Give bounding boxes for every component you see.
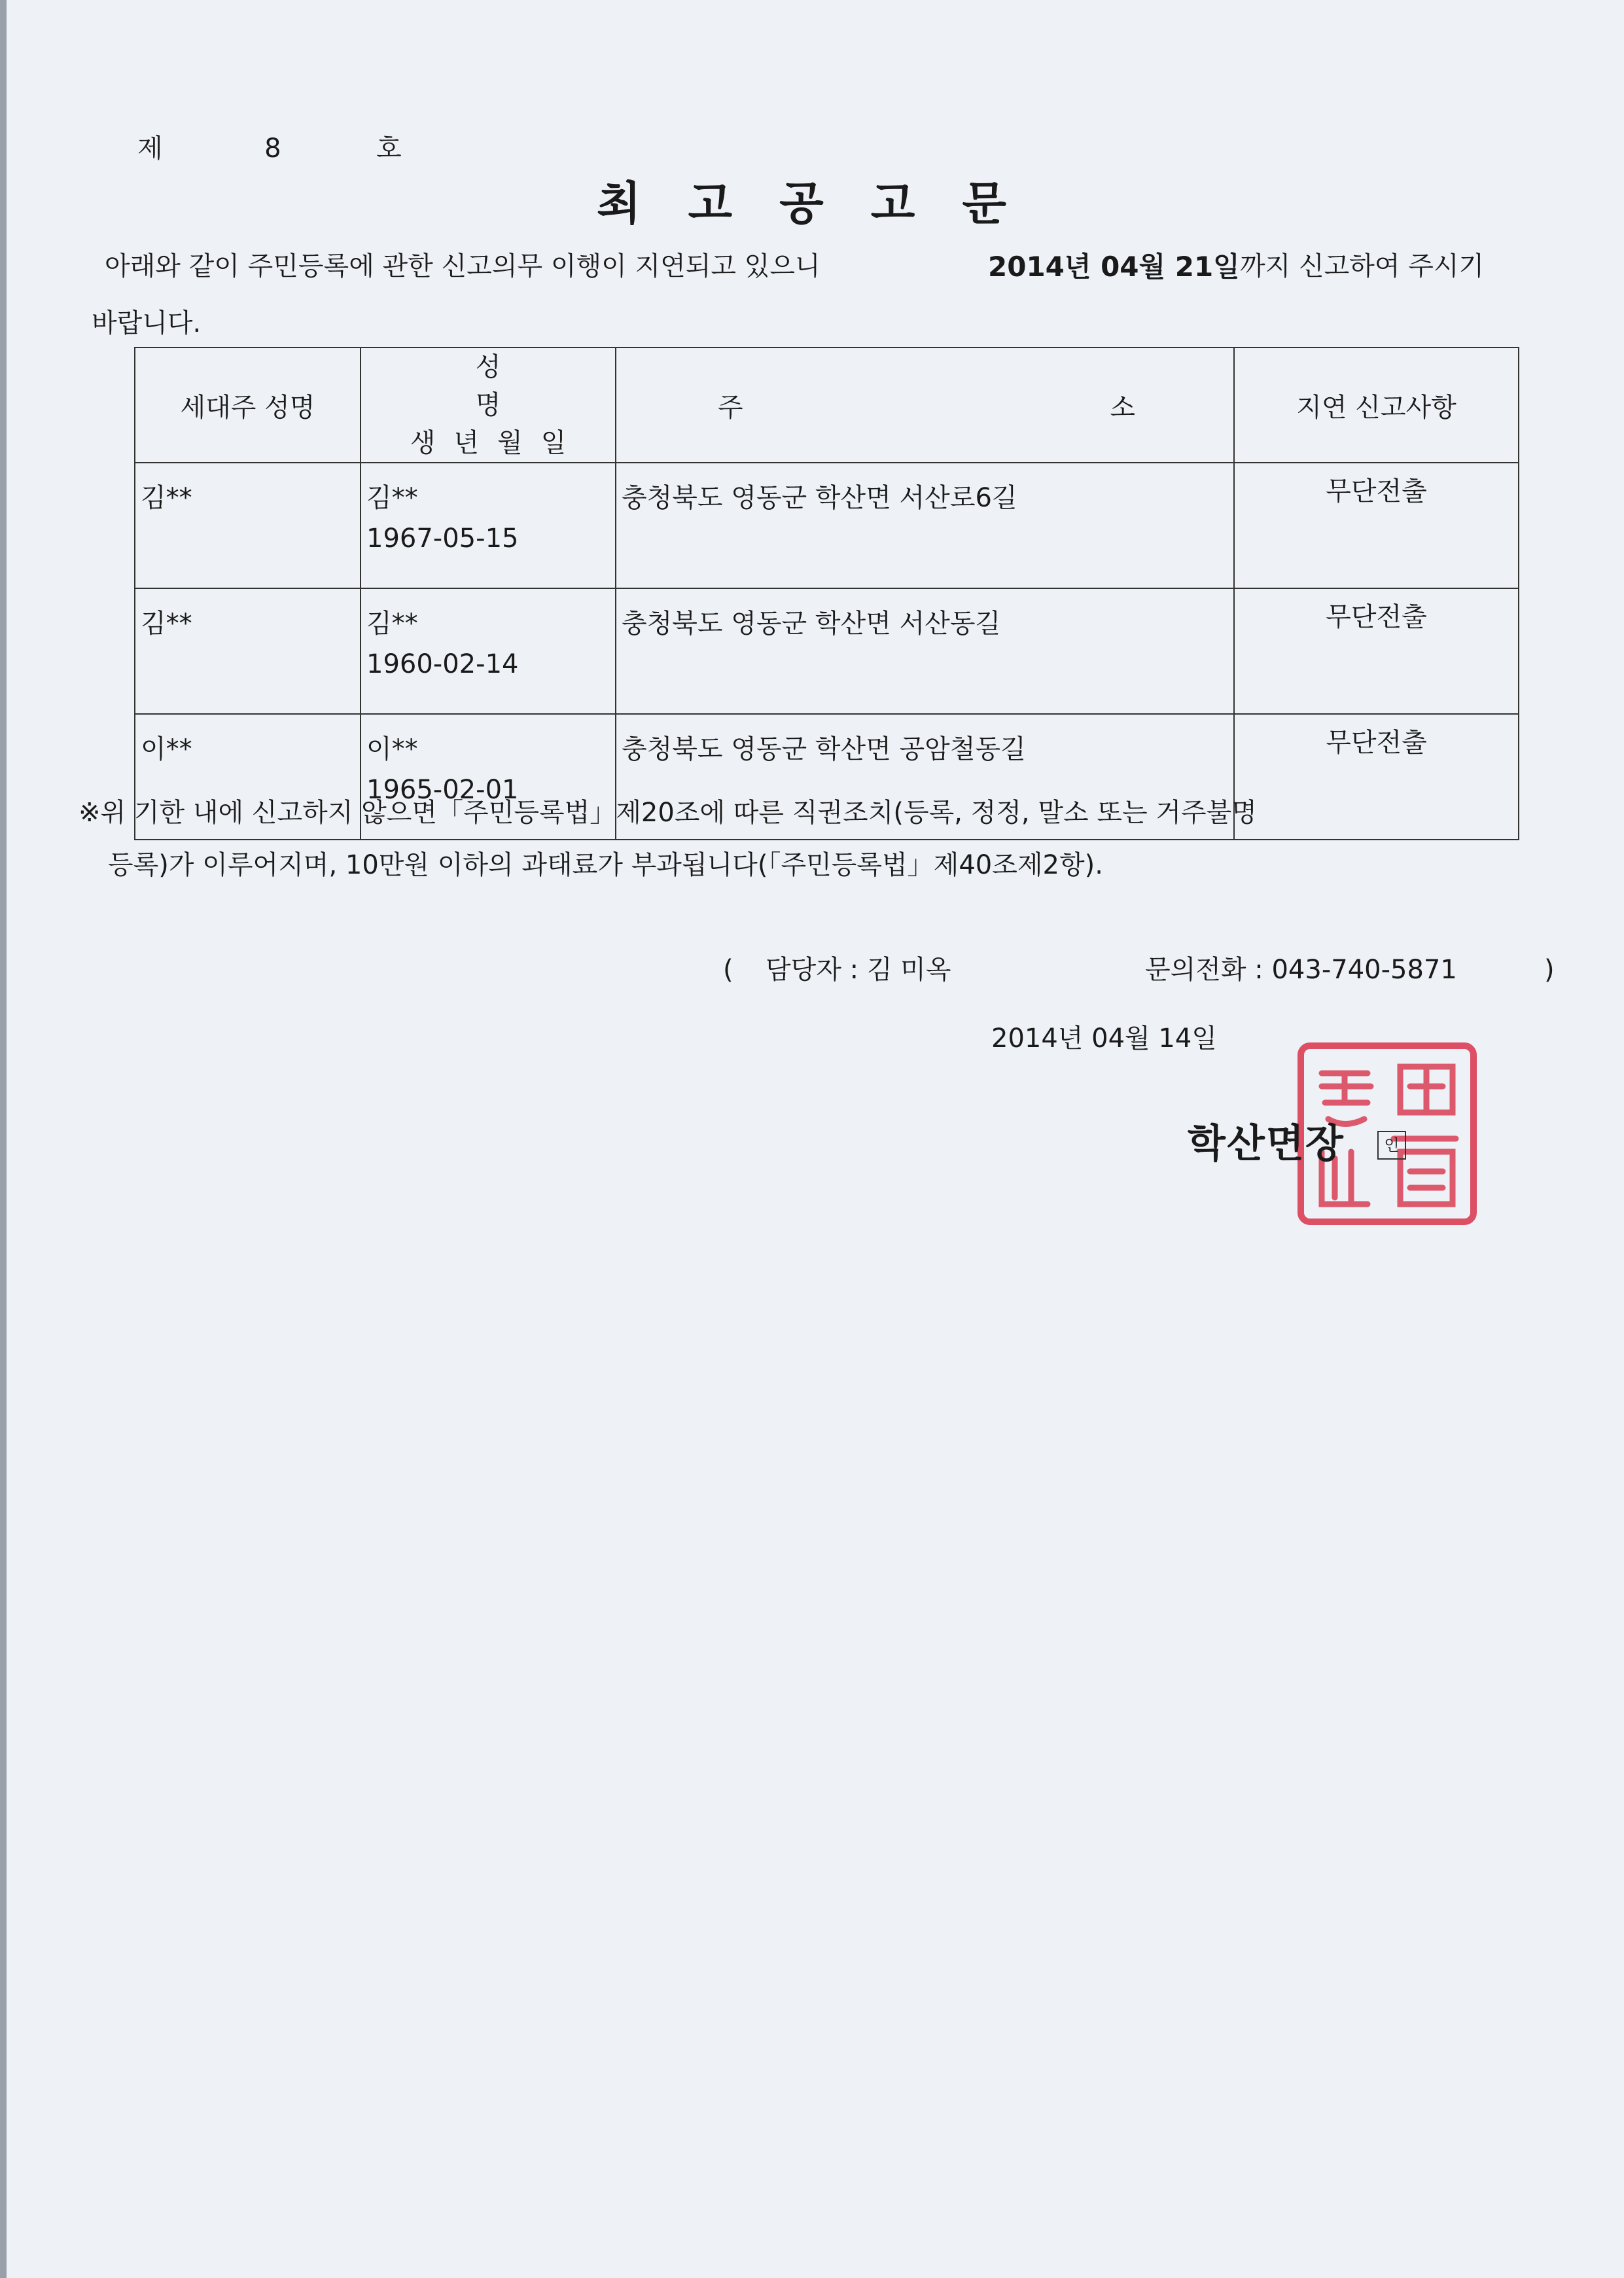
issue-suffix: 호 <box>376 133 402 164</box>
name-birth-cell <box>361 588 616 714</box>
intro-text-end: 까지 신고하여 주시기 <box>1240 251 1485 281</box>
table-row <box>135 463 1519 588</box>
name-birth-cell <box>361 463 616 588</box>
address-cell: 충청북도 영동군 학산면 공암철동길 <box>616 714 1234 840</box>
contact-open-paren: ( <box>723 955 733 985</box>
birth-value: 1965-02-01 <box>366 775 519 805</box>
intro-text: 아래와 같이 주민등록에 관한 신고의무 이행이 지연되고 있으니 <box>105 251 821 281</box>
name-value: 김** <box>366 483 418 513</box>
issue-number <box>137 128 402 165</box>
name-value: 김** <box>366 609 418 639</box>
contact-info <box>723 949 1555 986</box>
penalty-notice-line2: 등록)가 이루어지며, 10만원 이하의 과태료가 부과됩니다(「주민등록법」제40조제2항). <box>108 850 1103 880</box>
header-birth: 생년월일 <box>410 428 585 458</box>
scan-edge <box>0 0 7 2278</box>
contact-phone: 문의전화 : 043-740-5871 <box>1145 955 1457 985</box>
householder-cell: 김** <box>135 463 361 588</box>
contact-close-paren: ) <box>1544 955 1555 985</box>
penalty-notice-line1: ※위 기한 내에 신고하지 않으면「주민등록법」제20조에 따른 직권조치(등록, 정정, 말소 또는 거주불명 <box>79 798 1257 828</box>
address-cell: 충청북도 영동군 학산면 서산동길 <box>616 588 1234 714</box>
address-cell: 충청북도 영동군 학산면 서산로6길 <box>616 463 1234 588</box>
seal-mark: 인 <box>1377 1131 1406 1160</box>
householder-cell: 김** <box>135 588 361 714</box>
header-address-right: 소 <box>1110 392 1135 423</box>
issued-date: 2014년 04월 14일 <box>991 1023 1217 1054</box>
header-matter: 지연 신고사항 <box>1234 347 1519 463</box>
header-address-left: 주 <box>718 392 743 423</box>
table-row <box>135 588 1519 714</box>
contact-person: 담당자 : 김 미옥 <box>766 955 951 985</box>
deadline-date: 2014년 04월 21일 <box>988 251 1240 283</box>
header-address <box>616 347 1234 463</box>
header-name: 성명 <box>475 352 599 420</box>
header-name-birth <box>361 347 616 463</box>
birth-value: 1967-05-15 <box>366 524 519 554</box>
document-title: 최고공고문 <box>596 177 1054 230</box>
issue-prefix: 제 <box>137 133 163 164</box>
name-value: 이** <box>366 734 418 764</box>
matter-cell: 무단전출 <box>1234 588 1519 714</box>
intro-text-line2: 바랍니다. <box>92 308 202 338</box>
householder-cell: 이** <box>135 714 361 840</box>
issue-number-value: 8 <box>264 133 281 164</box>
birth-value: 1960-02-14 <box>366 649 519 679</box>
notice-table <box>134 347 1519 840</box>
table-header-row <box>135 347 1519 463</box>
matter-cell: 무단전출 <box>1234 714 1519 840</box>
matter-cell: 무단전출 <box>1234 463 1519 588</box>
header-householder: 세대주 성명 <box>135 347 361 463</box>
signer-title: 학산면장 <box>1188 1121 1345 1167</box>
